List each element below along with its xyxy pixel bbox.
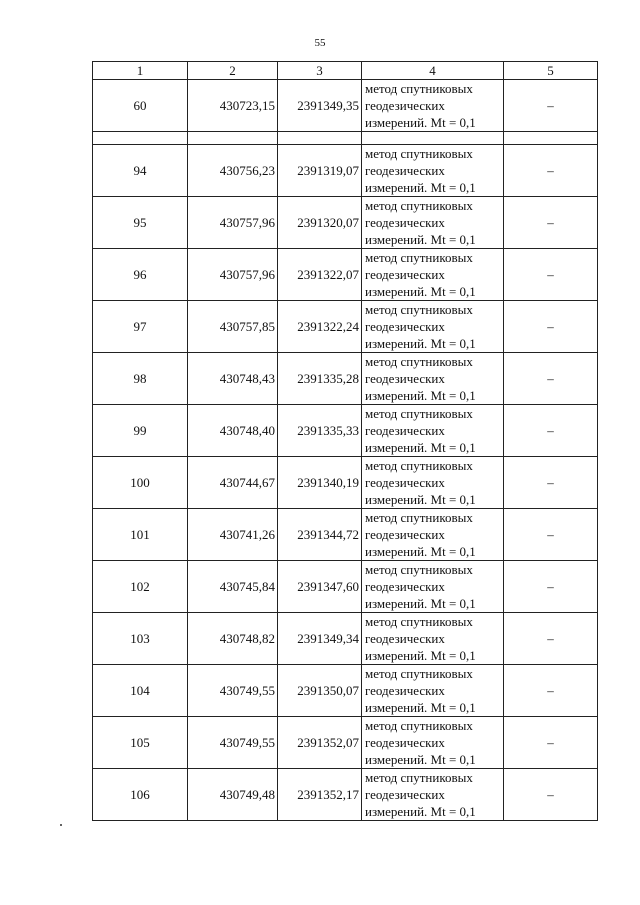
spacer-cell [504,132,598,145]
coordinates-table [92,61,598,821]
x-coordinate-cell: 430757,96 [188,197,278,249]
note-cell: – [504,561,598,613]
method-line: метод спутниковых [365,614,473,629]
spacer-cell [188,132,278,145]
method-line: геодезических [365,579,445,594]
method-line: геодезических [365,319,445,334]
header-cell-5: 5 [504,62,598,80]
y-coordinate-cell: 2391349,35 [278,80,362,132]
method-line: измерений. Mt = 0,1 [365,115,476,130]
method-line: геодезических [365,631,445,646]
scan-speck [60,824,62,826]
note-cell: – [504,665,598,717]
method-line: геодезических [365,163,445,178]
header-cell-1: 1 [93,62,188,80]
spacer-cell [278,132,362,145]
method-cell [362,717,504,769]
point-number-cell: 104 [93,665,188,717]
y-coordinate-cell: 2391347,60 [278,561,362,613]
table-row [93,353,598,405]
x-coordinate-cell: 430749,55 [188,717,278,769]
method-line: метод спутниковых [365,81,473,96]
method-line: геодезических [365,735,445,750]
method-line: метод спутниковых [365,718,473,733]
method-line: геодезических [365,475,445,490]
y-coordinate-cell: 2391344,72 [278,509,362,561]
point-number-cell: 105 [93,717,188,769]
method-line: измерений. Mt = 0,1 [365,804,476,819]
note-cell: – [504,353,598,405]
method-line: измерений. Mt = 0,1 [365,388,476,403]
y-coordinate-cell: 2391335,33 [278,405,362,457]
x-coordinate-cell: 430744,67 [188,457,278,509]
method-cell [362,145,504,197]
method-line: метод спутниковых [365,562,473,577]
method-cell [362,197,504,249]
method-cell [362,561,504,613]
page-number: 55 [314,37,326,49]
x-coordinate-cell: 430741,26 [188,509,278,561]
method-cell [362,405,504,457]
table-row [93,665,598,717]
method-line: измерений. Mt = 0,1 [365,544,476,559]
x-coordinate-cell: 430757,85 [188,301,278,353]
method-line: метод спутниковых [365,666,473,681]
y-coordinate-cell: 2391350,07 [278,665,362,717]
y-coordinate-cell: 2391340,19 [278,457,362,509]
point-number-cell: 101 [93,509,188,561]
method-line: геодезических [365,787,445,802]
method-line: метод спутниковых [365,354,473,369]
note-cell: – [504,509,598,561]
method-line: метод спутниковых [365,406,473,421]
method-cell [362,249,504,301]
method-line: измерений. Mt = 0,1 [365,648,476,663]
header-cell-4: 4 [362,62,504,80]
note-cell: – [504,769,598,821]
method-line: метод спутниковых [365,770,473,785]
method-cell [362,80,504,132]
x-coordinate-cell: 430748,82 [188,613,278,665]
point-number-cell: 60 [93,80,188,132]
method-line: измерений. Mt = 0,1 [365,700,476,715]
method-cell [362,301,504,353]
method-line: геодезических [365,371,445,386]
table-row [93,145,598,197]
x-coordinate-cell: 430749,48 [188,769,278,821]
method-line: метод спутниковых [365,458,473,473]
spacer-row [93,132,598,145]
x-coordinate-cell: 430748,43 [188,353,278,405]
x-coordinate-cell: 430748,40 [188,405,278,457]
note-cell: – [504,457,598,509]
point-number-cell: 106 [93,769,188,821]
note-cell: – [504,249,598,301]
method-line: измерений. Mt = 0,1 [365,232,476,247]
method-line: метод спутниковых [365,146,473,161]
header-cell-3: 3 [278,62,362,80]
note-cell: – [504,717,598,769]
point-number-cell: 99 [93,405,188,457]
method-line: измерений. Mt = 0,1 [365,492,476,507]
method-line: геодезических [365,98,445,113]
x-coordinate-cell: 430723,15 [188,80,278,132]
method-line: измерений. Mt = 0,1 [365,336,476,351]
method-cell [362,509,504,561]
y-coordinate-cell: 2391319,07 [278,145,362,197]
x-coordinate-cell: 430757,96 [188,249,278,301]
table-row [93,769,598,821]
method-line: метод спутниковых [365,198,473,213]
method-line: геодезических [365,527,445,542]
point-number-cell: 96 [93,249,188,301]
method-line: геодезических [365,267,445,282]
y-coordinate-cell: 2391322,24 [278,301,362,353]
spacer-cell [93,132,188,145]
method-line: измерений. Mt = 0,1 [365,284,476,299]
table-row [93,197,598,249]
table-body [93,62,598,821]
spacer-cell [362,132,504,145]
point-number-cell: 98 [93,353,188,405]
y-coordinate-cell: 2391322,07 [278,249,362,301]
note-cell: – [504,405,598,457]
note-cell: – [504,80,598,132]
table-row [93,717,598,769]
y-coordinate-cell: 2391352,17 [278,769,362,821]
method-cell [362,769,504,821]
table-row [93,613,598,665]
method-line: геодезических [365,683,445,698]
table-row [93,405,598,457]
y-coordinate-cell: 2391352,07 [278,717,362,769]
table-row [93,561,598,613]
note-cell: – [504,613,598,665]
method-line: геодезических [365,423,445,438]
method-line: геодезических [365,215,445,230]
point-number-cell: 102 [93,561,188,613]
header-row [93,62,598,80]
x-coordinate-cell: 430756,23 [188,145,278,197]
point-number-cell: 103 [93,613,188,665]
point-number-cell: 94 [93,145,188,197]
point-number-cell: 97 [93,301,188,353]
table-row [93,301,598,353]
method-line: метод спутниковых [365,302,473,317]
method-line: измерений. Mt = 0,1 [365,180,476,195]
note-cell: – [504,197,598,249]
method-cell [362,665,504,717]
method-line: метод спутниковых [365,250,473,265]
y-coordinate-cell: 2391320,07 [278,197,362,249]
table-row [93,457,598,509]
x-coordinate-cell: 430749,55 [188,665,278,717]
method-cell [362,457,504,509]
y-coordinate-cell: 2391349,34 [278,613,362,665]
header-cell-2: 2 [188,62,278,80]
method-line: измерений. Mt = 0,1 [365,752,476,767]
method-line: измерений. Mt = 0,1 [365,596,476,611]
note-cell: – [504,145,598,197]
method-line: измерений. Mt = 0,1 [365,440,476,455]
y-coordinate-cell: 2391335,28 [278,353,362,405]
method-cell [362,353,504,405]
table-row [93,509,598,561]
table-row [93,80,598,132]
point-number-cell: 100 [93,457,188,509]
x-coordinate-cell: 430745,84 [188,561,278,613]
method-cell [362,613,504,665]
point-number-cell: 95 [93,197,188,249]
table-row [93,249,598,301]
method-line: метод спутниковых [365,510,473,525]
note-cell: – [504,301,598,353]
